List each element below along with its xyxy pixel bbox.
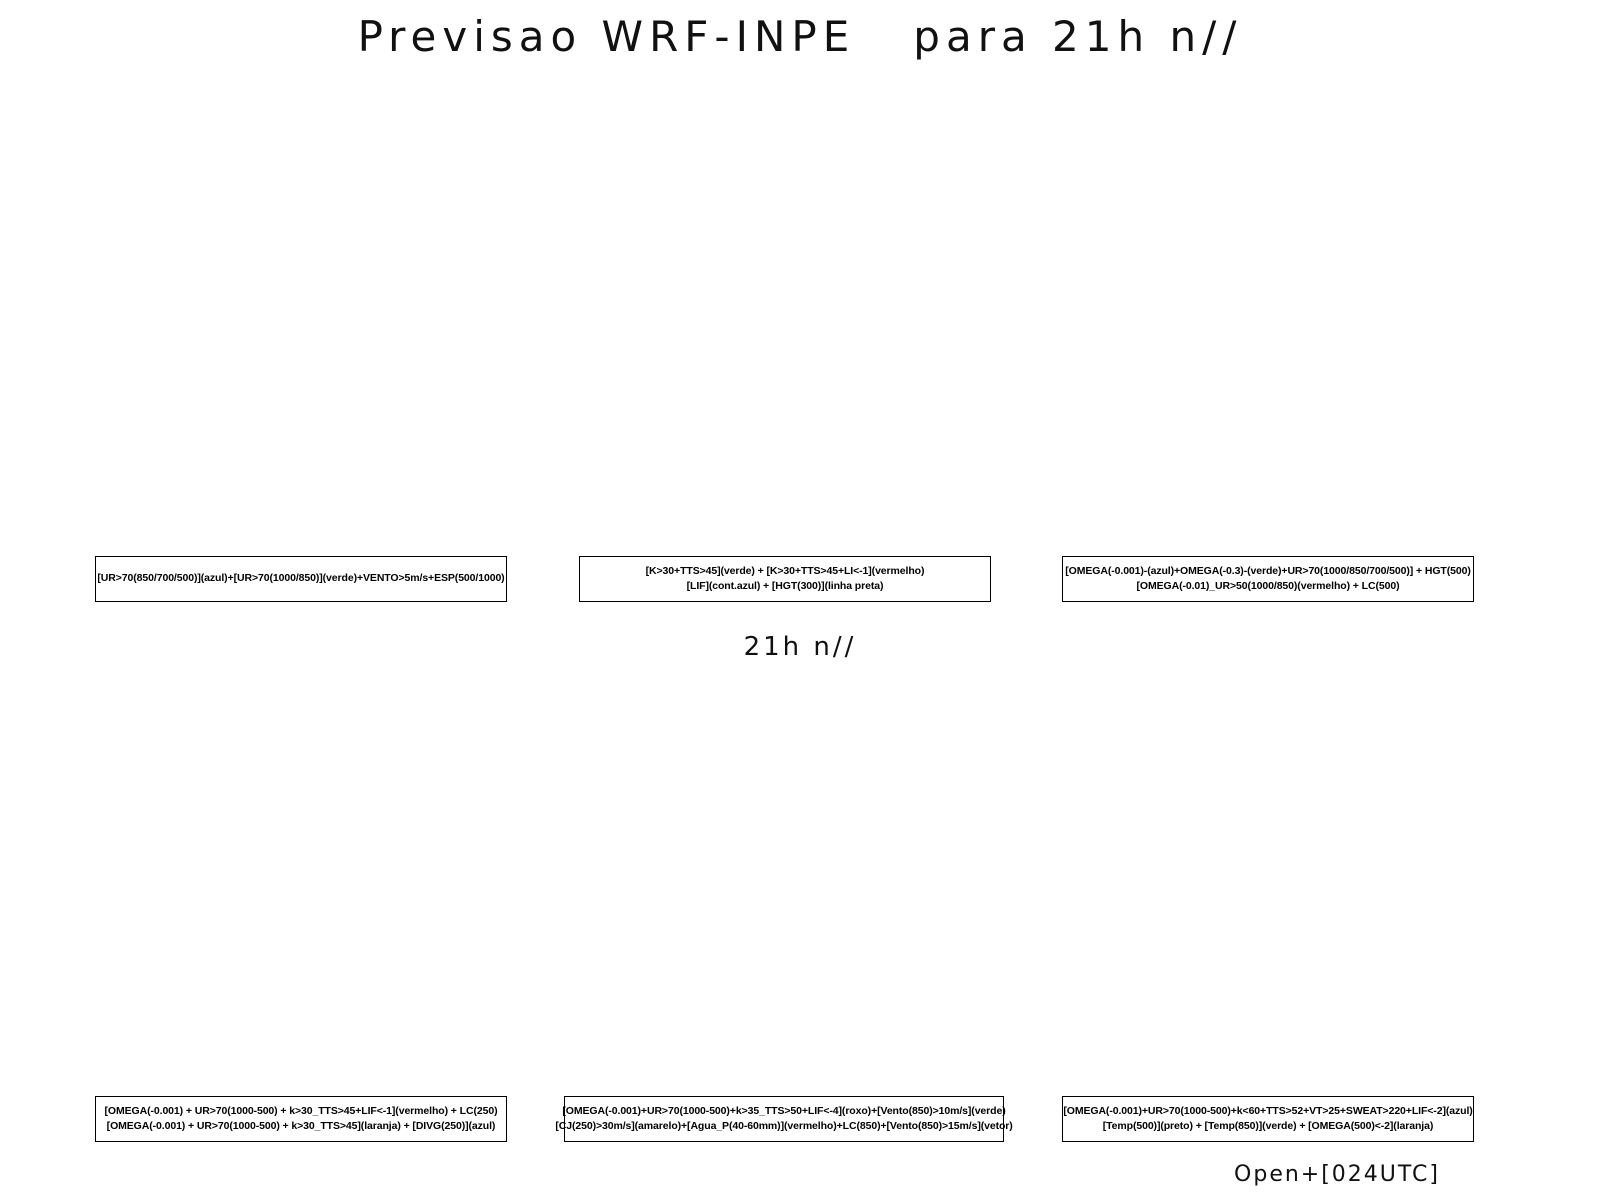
legend-box-bottom-right bbox=[1062, 1096, 1474, 1142]
footer-label: Open+[024UTC] bbox=[1234, 1162, 1440, 1187]
legend-box-top-left bbox=[95, 556, 507, 602]
legend-box-top-center bbox=[579, 556, 991, 602]
legend-line-2: [OMEGA(-0.001) + UR>70(1000-500) + k>30_TTS>45](laranja) + [DIVG(250)](azul) bbox=[106, 1120, 496, 1132]
legend-line-2: [Temp(500)](preto) + [Temp(850)](verde) + [OMEGA(500)<-2](laranja) bbox=[1102, 1120, 1434, 1132]
legend-line-1: [OMEGA(-0.001) + UR>70(1000-500) + k>30_TTS>45+LIF<-1](vermelho) + LC(250) bbox=[104, 1104, 498, 1117]
legend-box-top-right bbox=[1062, 556, 1474, 602]
legend-line-1: [OMEGA(-0.001)+UR>70(1000-500)+k<60+TTS>52+VT>25+SWEAT>220+LIF<-2](azul) bbox=[1063, 1104, 1473, 1117]
legend-box-bottom-center bbox=[555, 1096, 1013, 1142]
legend-line-1: [K>30+TTS>45](verde) + [K>30+TTS>45+LI<-1](vermelho) bbox=[645, 564, 925, 577]
legend-line-1: [UR>70(850/700/500)](azul)+[UR>70(1000/850)](verde)+VENTO>5m/s+ESP(500/1000) bbox=[97, 572, 505, 585]
legend-line-2: [CJ(250)>30m/s](amarelo)+[Agua_P(40-60mm)](vermelho)+LC(850)+[Vento(850)>15m/s](vetor) bbox=[555, 1120, 1013, 1132]
legend-line-2: [LIF](cont.azul) + [HGT(300)](linha preta) bbox=[686, 580, 884, 592]
page-title: Previsao WRF-INPE para 21h n// bbox=[357, 12, 1243, 61]
legend-box-bottom-left bbox=[95, 1096, 507, 1142]
legend-line-1: [OMEGA(-0.001)+UR>70(1000-500)+k>35_TTS>50+LIF<-4](roxo)+[Vento(850)>10m/s](verde) bbox=[562, 1104, 1006, 1117]
legend-line-2: [OMEGA(-0.01)_UR>50(1000/850)(vermelho) + LC(500) bbox=[1136, 580, 1400, 592]
legend-line-1: [OMEGA(-0.001)-(azul)+OMEGA(-0.3)-(verde)+UR>70(1000/850/700/500)] + HGT(500) bbox=[1065, 564, 1471, 577]
mid-section-label: 21h n// bbox=[743, 632, 857, 662]
